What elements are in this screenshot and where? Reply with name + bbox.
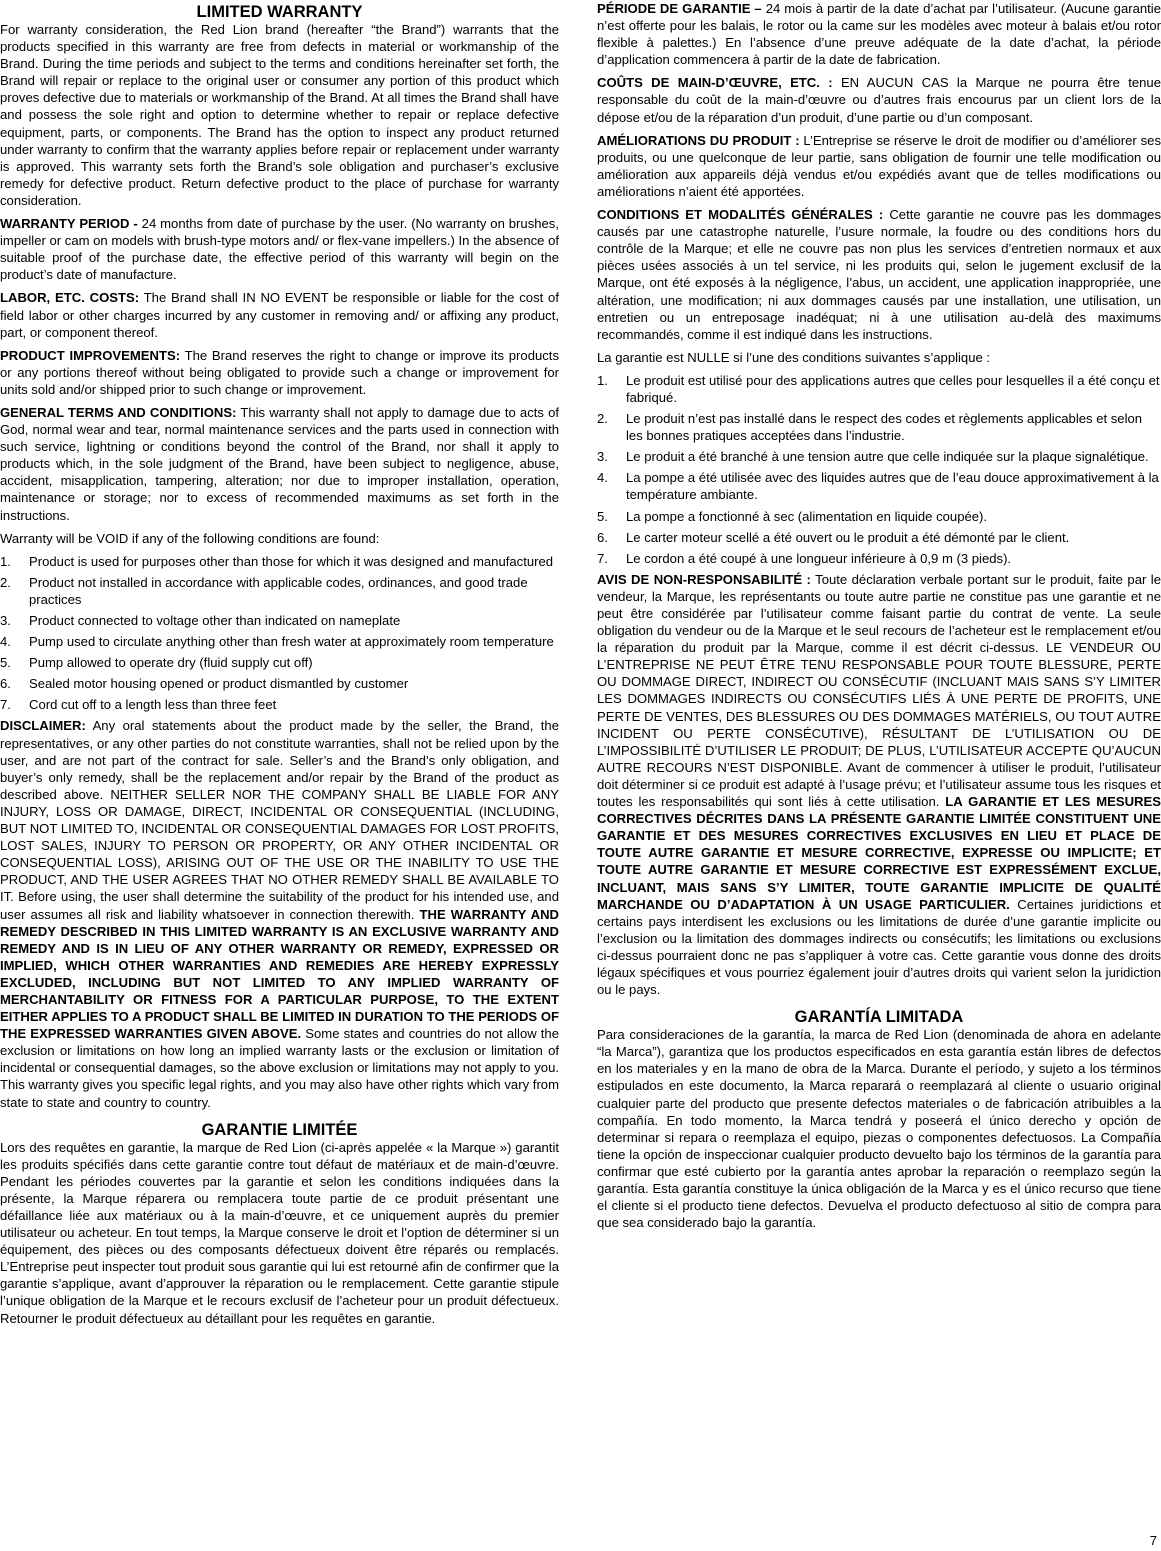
list-item [0, 633, 559, 650]
page-number: 7 [1149, 1532, 1157, 1548]
right-column [597, 0, 1161, 1237]
list-item [0, 696, 559, 713]
list-text: Cord cut off to a length less than three feet [29, 697, 277, 713]
section-label: LABOR, ETC. COSTS: [0, 290, 140, 306]
section-label: PÉRIODE DE GARANTIE – [597, 1, 762, 16]
french-void-intro: La garantie est NULLE si l’une des conditions suivantes s’applique : [597, 349, 991, 365]
list-number: 6. [0, 676, 11, 692]
section-label: COÛTS DE MAIN-D’ŒUVRE, ETC. : [597, 75, 833, 91]
french-intro: Lors des requêtes en garantie, la marque de Red Lion (ci-après appelée « la Marque ») garantit les produits spécifiés dans cette garantie contre tout défaut de matériaux et de main-d’œuvre. Pendant les périodes couvertes par la garantie et selon les conditions indiquées dans la présente, la Marque réparera ou remplacera toute partie de ce produit présentant une défaillance liée aux matériaux ou à la main-d’œuvre, et ce uniquement auprès du premier utilisateur ou acheteur. En tout temps, la Marque conserve le droit et l’option de déterminer si un équipement, des pièces ou des composants défectueux doivent être réparés ou remplacés. L’Entreprise peut inspecter tout produit sous garantie qui lui est retourné afin de confirmer que la garantie s’applique, avant d’approuver la réparation ou le remplacement. Cette garantie stipule l’unique obligation de la Marque et le recours exclusif de l’acheteur pour un produit défectueux. Retourner le produit défectueux au détaillant pour les requêtes en garantie. [0, 1139, 559, 1326]
list-number: 2. [0, 574, 11, 590]
section-bold-text: LA GARANTIE ET LES MESURES CORRECTIVES DÉCRITES DANS LA PRÉSENTE GARANTIE LIMITÉE CONSTITUENT UNE GARANTIE ET DES MESURES CORRECTIVES EXCLUSIVES EN LIEU ET PLACE DE TOUTE AUTRE GARANTIE ET MESURE CORRECTIVE, EXPRESSE OU IMPLICITE; ET TOUTE AUTRE GARANTIE ET MESURE CORRECTIVE EST EXPRESSÉMENT EXCLUE, INCLUANT, MAIS SANS S’Y LIMITER, TOUTE GARANTIE IMPLICITE DE QUALITÉ MARCHANDE OU D’ADAPTATION À UN USAGE PARTICULIER. [597, 794, 1161, 912]
list-item [597, 550, 1161, 567]
section-text: 24 mois à partir de la date d’achat par l’utilisateur. (Aucune garantie n’est offerte pour les balais, le rotor ou la came sur les modèles avec moteur à balais et/ou rotor flexible à palettes.) En l’absence d’une preuve adéquate de la date d’achat, la période d’application commencera à partir de la date de fabrication. [597, 1, 1161, 68]
list-number: 7. [597, 550, 608, 566]
section-text: Cette garantie ne couvre pas les dommages causés par une catastrophe naturelle, l’usure normale, la foudre ou des conditions hors du contrôle de la Marque; et elle ne couvre pas non plus les services d’entretien normaux et aux pièces usées associés à un tel service, ni les produits qui, selon le jugement exclusif de la Marque, ont été exposés à la négligence, l’abus, un accident, une application inappropriée, une altération, une modification; ni aux dommages causés par une installation, une utilisation, un entretien ou un entreposage inadéquat; ni à une utilisation au-delà des maximums recommandés, comme il est indiqué dans les instructions. [597, 207, 1161, 342]
list-text: La pompe a été utilisée avec des liquides autres que de l’eau douce approximativement à la température ambiante. [626, 470, 1159, 503]
section-label: PRODUCT IMPROVEMENTS: [0, 347, 181, 363]
list-number: 1. [0, 553, 11, 569]
list-number: 4. [0, 634, 11, 650]
french-product-improvements [597, 132, 1161, 200]
list-text: Le produit n’est pas installé dans le respect des codes et règlements applicables et selon les bonnes pratiques acceptées dans l’industrie. [626, 411, 1143, 444]
english-void-intro: Warranty will be VOID if any of the following conditions are found: [0, 530, 380, 546]
section-label: DISCLAIMER: [0, 718, 86, 734]
english-intro: For warranty consideration, the Red Lion brand (hereafter “the Brand”) warrants that the products specified in this warranty are free from defects in material or workmanship of the Brand. During the time periods and subject to the terms and conditions hereinafter set forth, the Brand will repair or replace to the original user or consumer any portion of this product which proves defective due to materials or workmanship of the Brand. At all times the Brand shall have and possess the sole right and option to determine whether to repair or replace defective equipment, parts, or components. The Brand has the option to inspect any product returned under warranty to confirm that the warranty applies before repair or replacement under warranty is approved. This warranty sets forth the Brand’s sole obligation and purchaser’s exclusive remedy for defective product. Return defective product to the place of purchase for warranty consideration. [0, 22, 559, 208]
english-labor-costs [0, 289, 559, 340]
section-label: AVIS DE NON-RESPONSABILITÉ : [597, 571, 811, 587]
list-item [597, 508, 1161, 525]
section-text: Certaines juridictions et certains pays interdisent les exclusions ou les limitations de durée d’une garantie implicite ou l’exclusion ou la limitation des dommages indirects ou consécutifs; les limitations ou exclusions ci-dessus pourraient donc ne pas s’appliquer à votre cas. Cette garantie vous donne des droits légaux spécifiques et vous pourriez également jouir d’autres droits qui varient selon la juridiction ou le pays. [597, 896, 1161, 998]
list-text: Le produit est utilisé pour des applications autres que celles pour lesquelles il a été conçu et fabriqué. [626, 372, 1160, 405]
french-general-terms [597, 206, 1161, 343]
list-item [597, 469, 1161, 503]
list-text: Le carter moteur scellé a été ouvert ou le produit a été démonté par le client. [626, 529, 1070, 545]
section-text: L’Entreprise se réserve le droit de modifier ou d’améliorer ses produits, ou une quelconque de leur partie, sans obligation de fournir une telle modification ou amélioration aux appareils déjà vendus et/ou expédiés avant que de telles modifications ou améliorations n’aient été apportées. [597, 132, 1161, 199]
french-labor-costs [597, 74, 1161, 125]
list-number: 7. [0, 697, 11, 713]
list-item [597, 372, 1161, 406]
section-text: EN AUCUN CAS la Marque ne pourra être tenue responsable du coût de la main-d’œuvre ou d’autres frais encourus par un client lors de la dépose et/ou de la réparation d’un produit, d’une partie ou d’un composant. [597, 75, 1161, 125]
english-product-improvements [0, 347, 559, 398]
section-bold-text: THE WARRANTY AND REMEDY DESCRIBED IN THIS LIMITED WARRANTY IS AN EXCLUSIVE WARRANTY AND REMEDY AND IS IN LIEU OF ANY OTHER WARRANTY OR REMEDY, EXPRESSED OR IMPLIED, WHICH OTHER WARRANTIES AND REMEDIES ARE HEREBY EXPRESSLY EXCLUDED, INCLUDING BUT NOT LIMITED TO ANY IMPLIED WARRANTY OF MERCHANTABILITY OR FITNESS FOR A PARTICULAR PURPOSE, TO THE EXTENT EITHER APPLIES TO A PRODUCT SHALL BE LIMITED IN DURATION TO THE PERIODS OF THE EXPRESSED WARRANTIES GIVEN ABOVE. [0, 906, 559, 1042]
section-text: Any oral statements about the product made by the seller, the Brand, the representatives, or any other parties do not constitute warranties, shall not be relied upon by the user, and are not part of the contract for sale. Seller’s and the Brand’s only obligation, and buyer’s only remedy, shall be the replacement and/or repair by the Brand of the product as described above. NEITHER SELLER NOR THE COMPANY SHALL BE LIABLE FOR ANY INJURY, LOSS OR DAMAGE, DIRECT, INCIDENTAL OR CONSEQUENTIAL (INCLUDING, BUT NOT LIMITED TO, INCIDENTAL OR CONSEQUENTIAL DAMAGES FOR LOST PROFITS, LOST SALES, INJURY TO PERSON OR PROPERTY, OR ANY OTHER INCIDENTAL OR CONSEQUENTIAL LOSS), ARISING OUT OF THE USE OR THE INABILITY TO USE THE PRODUCT, AND THE USER AGREES THAT NO OTHER REMEDY SHALL BE AVAILABLE TO IT. Before using, the user shall determine the suitability of the product for his intended use, and user assumes all risk and liability whatsoever in connection therewith. [0, 718, 559, 922]
list-item [597, 529, 1161, 546]
list-number: 3. [0, 613, 11, 628]
section-label: WARRANTY PERIOD - [0, 216, 138, 232]
list-number: 5. [0, 655, 11, 671]
left-column [0, 0, 559, 1333]
list-number: 2. [597, 411, 608, 427]
section-label: AMÉLIORATIONS DU PRODUIT : [597, 132, 800, 148]
list-text: Le produit a été branché à une tension autre que celle indiquée sur la plaque signalétique. [626, 449, 1149, 465]
list-number: 4. [597, 470, 608, 486]
list-text: Sealed motor housing opened or product dismantled by customer [29, 676, 409, 692]
list-text: Product is used for purposes other than those for which it was designed and manufactured [29, 553, 554, 569]
list-item [0, 612, 559, 629]
section-text: Toute déclaration verbale portant sur le produit, faite par le vendeur, la Marque, les représentants ou toute autre partie ne constitue pas une garantie et ne peut être considérée par l’utilisateur comme faisant partie du contrat de vente. La seule obligation du vendeur ou de la Marque et le seul recours de l’acheteur est le remplacement et/ou la réparation du produit par la Marque, comme il est décrit ci-dessus. LE VENDEUR OU L’ENTREPRISE NE PEUT ÊTRE TENU RESPONSABLE POUR TOUTE BLESSURE, PERTE OU DOMMAGE DIRECT, INDIRECT OU CONSÉCUTIF (INCLUANT MAIS SANS S’Y LIMITER LES DOMMAGES INDIRECTS OU CONSÉCUTIFS LIÉS À UNE PERTE DE PROFITS, UNE PERTE DE VENTES, DES BLESSURES OU DES DOMMAGES MATÉRIELS, OU TOUT AUTRE INCIDENT OU PERTE CONSÉCUTIVE), RÉSULTANT DE L’UTILISATION OU DE L’IMPOSSIBILITÉ D’UTILISER LE PRODUIT; DE PLUS, L’UTILISATEUR ACCEPTE QU’AUCUN AUTRE RECOURS N’EST DISPONIBLE. Avant de commencer à utiliser le produit, l’utilisateur doit déterminer si ce produit est adapté à l’usage prévu; et l’utilisateur assume tous les risques et toutes les responsabilités qui sont liés à cette utilisation. [597, 571, 1161, 810]
english-void-list [0, 553, 559, 714]
list-item [597, 410, 1161, 444]
english-disclaimer [0, 717, 559, 1110]
section-text: The Brand shall IN NO EVENT be responsible or liable for the cost of field labor or other charges incurred by any customer in removing and/ or affixing any product, part, or component thereof. [0, 290, 559, 340]
french-title: GARANTIE LIMITÉE [201, 1120, 358, 1139]
section-text: 24 months from date of purchase by the user. (No warranty on brushes, impeller or cam on models with brush-type motors and/ or flex-vane impellers.) In the absence of suitable proof of the purchase date, the effective period of this warranty will begin on the product’s date of manufacture. [0, 216, 559, 283]
section-label: CONDITIONS ET MODALITÉS GÉNÉRALES : [597, 207, 884, 223]
list-item [597, 448, 1161, 465]
english-warranty-period [0, 215, 559, 283]
english-general-terms [0, 404, 559, 524]
list-item [0, 654, 559, 671]
list-item [0, 675, 559, 692]
french-disclaimer [597, 571, 1161, 998]
list-number: 3. [597, 449, 608, 465]
list-text: Product connected to voltage other than indicated on nameplate [29, 613, 401, 628]
list-number: 6. [597, 529, 608, 545]
spanish-intro: Para consideraciones de la garantía, la marca de Red Lion (denominada de ahora en adelante “la Marca”), garantiza que los productos especificados en esta garantía están libres de defectos en los materiales y en la mano de obra de la Marca. Durante el período, y sujeto a los términos estipulados en este documento, la Marca reparará o reemplazará al cliente o usuario original cualquier parte del producto que presente defectos materiales o de fabricación atribuibles a la compañía. En todo momento, la Marca tendrá y poseerá el único derecho y opción de determinar si repara o reemplaza el equipo, piezas o componentes defectuosos. La Compañía tiene la opción de inspeccionar cualquier producto devuelto bajo los términos de la garantía para confirmar que esté cubierto por la garantía antes aprobar la reparación o reemplazo según la garantía. Esta garantía constituye la única obligación de la Marca y es el único recurso que tiene el cliente si el producto tiene defectos. Devuelva el producto defectuoso al sitio de compra para que sea considerado bajo la garantía. [597, 1027, 1161, 1231]
list-text: Product not installed in accordance with applicable codes, ordinances, and good trade practices [29, 574, 528, 607]
list-text: Pump used to circulate anything other than fresh water at approximately room temperature [29, 634, 554, 650]
list-text: Pump allowed to operate dry (fluid supply cut off) [29, 655, 313, 671]
english-title: LIMITED WARRANTY [196, 3, 363, 21]
spanish-title: GARANTÍA LIMITADA [794, 1008, 964, 1027]
list-text: Le cordon a été coupé à une longueur inférieure à 0,9 m (3 pieds). [626, 550, 1012, 566]
french-void-list [597, 372, 1161, 567]
list-item [0, 553, 559, 570]
list-item [0, 574, 559, 608]
section-text: The Brand reserves the right to change or improve its products or any portions thereof without being obligated to provide such a change or improvement for units sold and/or shipped prior to such change or improvement. [0, 347, 559, 397]
list-number: 1. [597, 372, 608, 388]
section-text: This warranty shall not apply to damage due to acts of God, normal wear and tear, normal maintenance services and the parts used in connection with such service, lightning or conditions beyond the control of the Brand, nor shall it apply to products which, in the sole judgment of the Brand, have been subject to negligence, abuse, accident, misapplication, tampering, alteration; nor due to improper installation, operation, maintenance or storage; nor to excess of recommended maximums as set forth in the instructions. [0, 404, 559, 523]
french-warranty-period [597, 0, 1161, 68]
section-text: Some states and countries do not allow the exclusion or limitations on how long an implied warranty lasts or the exclusion or limitation of incidental or consequential damages, so the above exclusion or limitations may not apply to you. This warranty gives you specific legal rights, and you may also have other rights which vary from state to state and country to country. [0, 1026, 559, 1110]
list-text: La pompe a fonctionné à sec (alimentation en liquide coupée). [626, 508, 988, 524]
section-label: GENERAL TERMS AND CONDITIONS: [0, 404, 237, 420]
list-number: 5. [597, 508, 608, 524]
